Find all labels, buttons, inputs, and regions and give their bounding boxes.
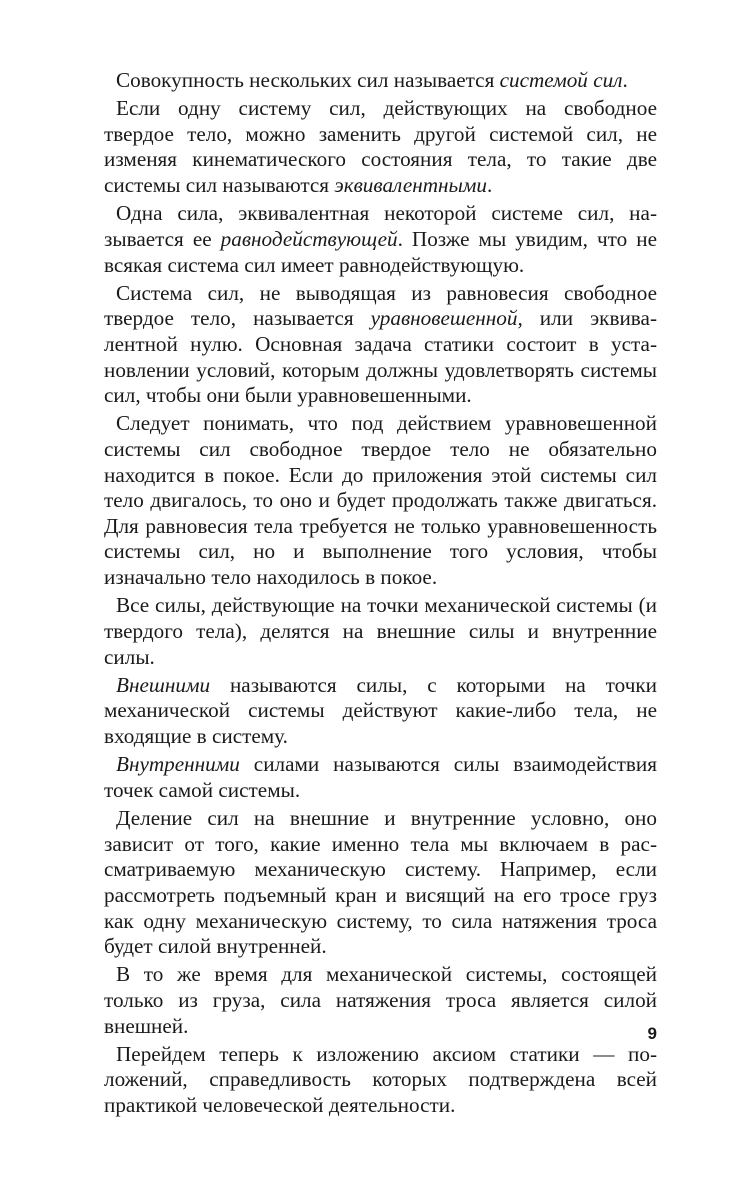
paragraph-load-only-system: В то же время для механической системы, состоящей только из груза, сила натяжения троса является силой внешней.	[104, 962, 657, 1038]
paragraph-axioms-intro: Перейдем теперь к изложению аксиом статики — положений, справедливость которых подтверждена всей практикой человеческой деятельности.	[104, 1041, 657, 1118]
paragraph-external-forces: Внешними называются силы, с которыми на точки механической системы действуют какие-либо тела, не входящие в систему.	[104, 672, 657, 748]
paragraph-balanced-system: Система сил, не выводящая из равновесия свободное твердое тело, называется уравновешенной, или эквивалентной нулю. Основная задача статики состоит в установлении условий, которым должны удовлетворять системы сил, чтобы они были уравновешенными.	[104, 280, 658, 408]
paragraph-equivalent-systems: Если одну систему сил, действующих на свободное твердое тело, можно заменить другой системой сил, не изменяя кинематического состояния тела, то такие две системы сил называются эквивалентными.	[104, 96, 657, 198]
paragraph-system-of-forces: Совокупность нескольких сил называется системой сил.	[116, 68, 628, 92]
page-number: 9	[647, 1024, 657, 1043]
paragraph-rest-condition: Следует понимать, что под действием уравновешенной системы сил свободное твердое тело не обязательно находится в покое. Если до приложения этой системы сил тело двигалось, то оно и будет продолжать также двигаться. Для равновесия тела требуется не только уравновешенность системы сил, но и выполнение того условия, чтобы изначально тело находилось в покое.	[104, 411, 657, 590]
paragraph-crane-example: Деление сил на внешние и внутренние условно, оно зависит от того, какие именно тела мы включаем в рассматриваемую механическую систему. Например, если рассмотреть подъемный кран и висящий на его тросе груз как одну механическую систему, то сила натяжения троса будет силой внутренней.	[104, 806, 657, 959]
paragraph-internal-forces: Внутренними силами называются силы взаимодействия точек самой системы.	[104, 752, 657, 802]
paragraph-external-internal-intro: Все силы, действующие на точки механической системы (и твердого тела), делятся на внешние силы и внутренние силы.	[104, 593, 657, 669]
paragraph-resultant-force: Одна сила, эквивалентная некоторой системе сил, называется ее равнодействующей. Позже мы увидим, что не всякая система сил имеет равнодействующую.	[104, 201, 657, 277]
page-body	[104, 68, 657, 1119]
